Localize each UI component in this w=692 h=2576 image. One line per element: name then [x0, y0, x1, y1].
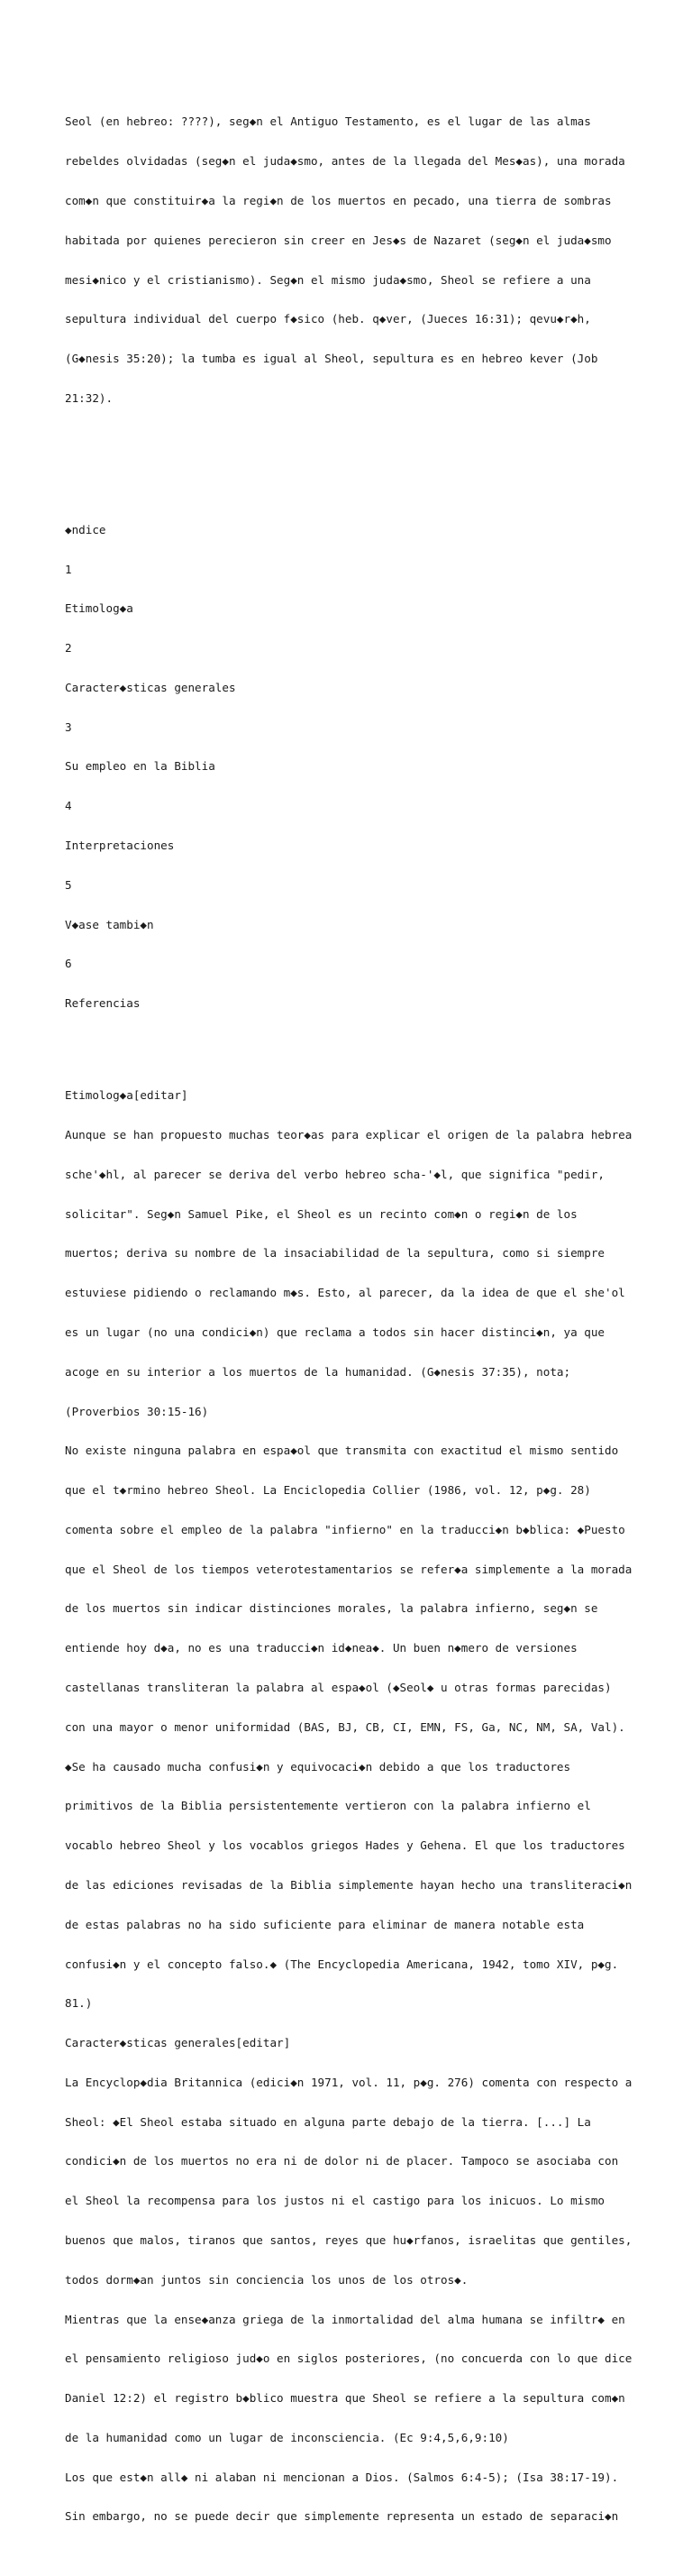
table-of-contents: [65, 498, 660, 1037]
text-line: condici◆n de los muertos no era ni de dolor ni de placer. Tampoco se asociaba con: [65, 2154, 619, 2168]
text-line: con una mayor o menor uniformidad (BAS, BJ, CB, CI, EMN, FS, Ga, NC, NM, SA, Val).: [65, 1719, 625, 1734]
text-line: ◆Se ha causado mucha confusi◆n y equivocaci◆n debido a que los traductores: [65, 1759, 571, 1774]
text-line: Sin embargo, no se puede decir que simplemente representa un estado de separaci◆n: [65, 2509, 619, 2524]
text-line: (G◆nesis 35:20); la tumba es igual al Sheol, sepultura es en hebreo kever (Job: [65, 352, 598, 366]
toc-number: 3: [65, 720, 72, 734]
text-line: de las ediciones revisadas de la Biblia simplemente hayan hecho una transliteraci◆n: [65, 1877, 633, 1892]
text-line: castellanas transliteran la palabra al espa◆ol (◆Seol◆ u otras formas parecidas): [65, 1681, 612, 1695]
toc-number: 4: [65, 799, 72, 813]
document-text: [65, 63, 660, 2576]
text-line: acoge en su interior a los muertos de la humanidad. (G◆nesis 37:35), nota;: [65, 1364, 571, 1379]
text-line: Seol (en hebreo: ????), seg◆n el Antiguo Testamento, es el lugar de las almas: [65, 115, 591, 129]
text-line: habitada por quienes perecieron sin creer en Jes◆s de Nazaret (seg◆n el juda◆smo: [65, 233, 612, 247]
text-line: que el Sheol de los tiempos veterotestamentarios se refer◆a simplemente a la morada: [65, 1562, 633, 1576]
toc-entry: V◆ase tambi◆n: [65, 917, 154, 931]
text-line: com◆n que constituir◆a la regi◆n de los muertos en pecado, una tierra de sombras: [65, 193, 612, 207]
text-line: de la humanidad como un lugar de inconsciencia. (Ec 9:4,5,6,9:10): [65, 2430, 509, 2444]
text-line: confusi◆n y el concepto falso.◆ (The Encyclopedia Americana, 1942, tomo XIV, p◆g.: [65, 1957, 619, 1971]
text-line: Los que est◆n all◆ ni alaban ni mencionan a Dios. (Salmos 6:4-5); (Isa 38:17-19).: [65, 2470, 619, 2484]
text-line: el pensamiento religioso jud◆o en siglos posteriores, (no concuerda con lo que dice: [65, 2351, 633, 2366]
text-line: (Proverbios 30:15-16): [65, 1404, 209, 1418]
text-line: mesi◆nico y el cristianismo). Seg◆n el mismo juda◆smo, Sheol se refiere a una: [65, 272, 591, 287]
text-line: primitivos de la Biblia persistentemente vertieron con la palabra infierno el: [65, 1799, 591, 1813]
text-line: es un lugar (no una condici◆n) que reclama a todos sin hacer distinci◆n, ya que: [65, 1325, 605, 1339]
text-line: estuviese pidiendo o reclamando m◆s. Esto, al parecer, da la idea de que el she'ol: [65, 1286, 625, 1300]
text-line: de estas palabras no ha sido suficiente para eliminar de manera notable esta: [65, 1917, 585, 1931]
text-line: Sheol: ◆El Sheol estaba situado en alguna parte debajo de la tierra. [...] La: [65, 2114, 591, 2129]
text-line: solicitar". Seg◆n Samuel Pike, el Sheol es un recinto com◆n o regi◆n de los: [65, 1206, 578, 1221]
toc-entry: Referencias: [65, 996, 141, 1011]
text-line: No existe ninguna palabra en espa◆ol que transmita con exactitud el mismo sentido: [65, 1444, 619, 1458]
text-line: 21:32).: [65, 390, 114, 405]
text-line: sche'◆hl, al parecer se deriva del verbo hebreo scha-'◆l, que significa "pedir,: [65, 1167, 605, 1181]
text-line: todos dorm◆an juntos sin conciencia los unos de los otros◆.: [65, 2272, 469, 2287]
toc-entry: Etimolog◆a: [65, 601, 133, 616]
intro-paragraph: [65, 89, 660, 431]
blank-line: [65, 458, 660, 472]
text-line: muertos; deriva su nombre de la insaciabilidad de la sepultura, como si siempre: [65, 1246, 605, 1260]
section-heading-caracteristicas: Caracter◆sticas generales[editar]: [65, 2036, 291, 2050]
toc-number: 6: [65, 957, 72, 971]
text-line: Mientras que la ense◆anza griega de la inmortalidad del alma humana se infiltr◆ en: [65, 2312, 625, 2326]
text-line: sepultura individual del cuerpo f◆sico (heb. q◆ver, (Jueces 16:31); qevu◆r◆h,: [65, 312, 591, 326]
text-line: Daniel 12:2) el registro b◆blico muestra que Sheol se refiere a la sepultura com◆n: [65, 2391, 625, 2406]
text-line: Aunque se han propuesto muchas teor◆as para explicar el origen de la palabra hebrea: [65, 1128, 633, 1142]
article-body: [65, 1063, 660, 2550]
text-line: de los muertos sin indicar distinciones morales, la palabra infierno, seg◆n se: [65, 1601, 598, 1616]
text-line: entiende hoy d◆a, no es una traducci◆n id◆nea◆. Un buen n◆mero de versiones: [65, 1641, 578, 1655]
toc-entry: Interpretaciones: [65, 839, 175, 853]
text-line: 81.): [65, 1996, 93, 2011]
text-line: rebeldes olvidadas (seg◆n el juda◆smo, antes de la llegada del Mes◆as), una morada: [65, 154, 625, 169]
text-line: el Sheol la recompensa para los justos ni el castigo para los inicuos. Lo mismo: [65, 2194, 605, 2208]
text-line: que el t◆rmino hebreo Sheol. La Enciclopedia Collier (1986, vol. 12, p◆g. 28): [65, 1483, 591, 1498]
toc-heading: ◆ndice: [65, 522, 106, 536]
toc-number: 1: [65, 562, 72, 576]
toc-entry: Su empleo en la Biblia: [65, 759, 215, 774]
section-heading-etimologia: Etimolog◆a[editar]: [65, 1088, 188, 1103]
toc-number: 2: [65, 641, 72, 655]
text-line: vocablo hebreo Sheol y los vocablos griegos Hades y Gehena. El que los traductores: [65, 1838, 625, 1853]
toc-entry: Caracter◆sticas generales: [65, 680, 236, 694]
text-line: La Encyclop◆dia Britannica (edici◆n 1971, vol. 11, p◆g. 276) comenta con respecto a: [65, 2075, 633, 2089]
text-line: buenos que malos, tiranos que santos, reyes que hu◆rfanos, israelitas que gentiles,: [65, 2232, 633, 2247]
toc-number: 5: [65, 877, 72, 892]
text-line: comenta sobre el empleo de la palabra "infierno" en la traducci◆n b◆blica: ◆Puesto: [65, 1522, 625, 1536]
